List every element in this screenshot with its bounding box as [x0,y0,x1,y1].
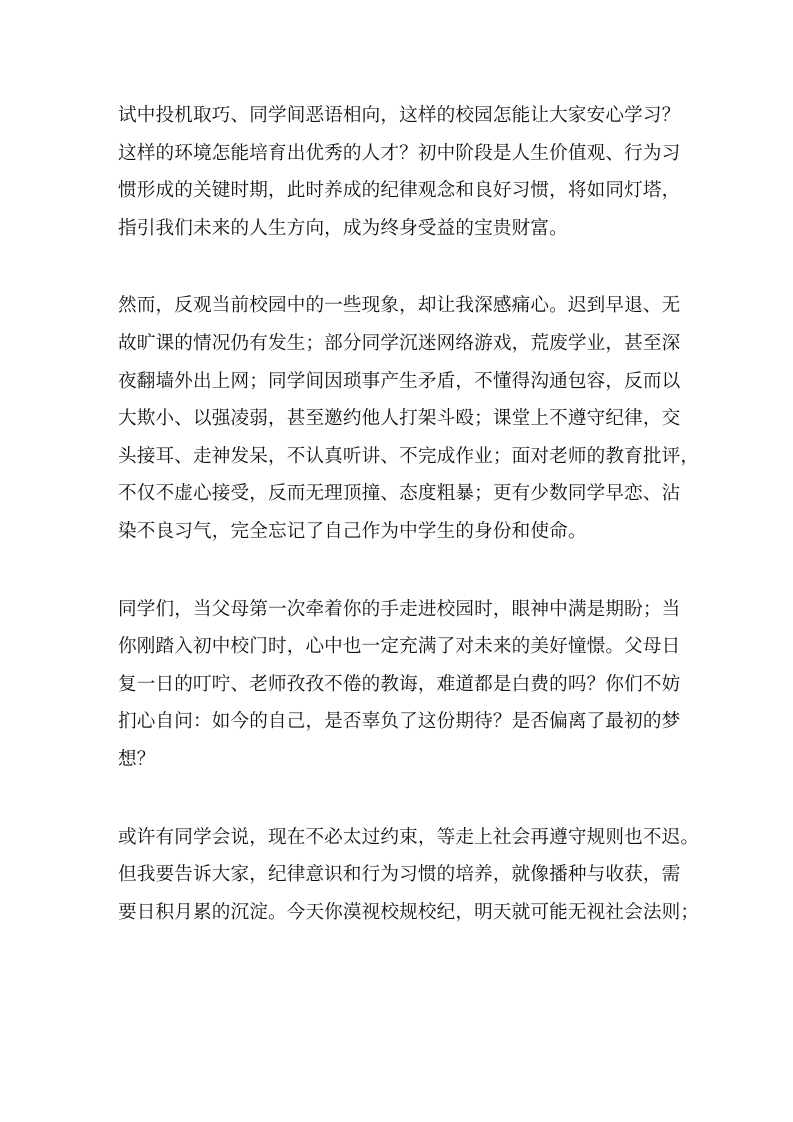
text-line: 这样的环境怎能培育出优秀的人才？初中阶段是人生价值观、行为习 [118,142,681,164]
text-line: 复一日的叮咛、老师孜孜不倦的教诲，难道都是白费的吗？你们不妨 [118,673,681,695]
text-line: 你刚踏入初中校门时，心中也一定充满了对未来的美好憧憬。父母日 [118,636,681,658]
paragraph-1 [118,97,688,247]
text-line: 不仅不虚心接受，反而无理顶撞、态度粗暴；更有少数同学早恋、沾 [118,483,681,505]
text-line: 要日积月累的沉淀。今天你漠视校规校纪，明天就可能无视社会法则； [118,901,700,923]
text-line: 染不良习气，完全忘记了自己作为中学生的身份和使命。 [118,520,587,542]
paragraph-spacing [118,247,688,287]
text-line: 头接耳、走神发呆，不认真听讲、不完成作业；面对老师的教育批评， [118,445,700,467]
text-line: 扪心自问：如今的自己，是否辜负了这份期待？是否偏离了最初的梦 [118,711,681,733]
text-line: 然而，反观当前校园中的一些现象，却让我深感痛心。迟到早退、无 [118,295,681,317]
text-line: 或许有同学会说，现在不必太过约束，等走上社会再遵守规则也不迟。 [118,826,700,848]
text-line: 但我要告诉大家，纪律意识和行为习惯的培养，就像播种与收获，需 [118,864,681,886]
paragraph-spacing [118,551,688,591]
paragraph-spacing [118,779,688,819]
paragraph-3 [118,591,688,779]
text-line: 故旷课的情况仍有发生；部分同学沉迷网络游戏，荒废学业，甚至深 [118,332,681,354]
text-line: 惯形成的关键时期，此时养成的纪律观念和良好习惯，将如同灯塔， [118,180,681,202]
paragraph-4 [118,819,700,932]
paragraph-2 [118,287,700,550]
text-line: 大欺小、以强凌弱，甚至邀约他人打架斗殴；课堂上不遵守纪律，交 [118,408,681,430]
text-line: 指引我们未来的人生方向，成为终身受益的宝贵财富。 [118,217,568,239]
text-line: 试中投机取巧、同学间恶语相向，这样的校园怎能让大家安心学习？ [118,105,681,126]
text-line: 同学们，当父母第一次牵着你的手走进校园时，眼神中满是期盼；当 [118,598,681,620]
text-line: 想？ [118,748,156,770]
document-body [118,97,700,931]
text-line: 夜翻墙外出上网；同学间因琐事产生矛盾，不懂得沟通包容，反而以 [118,370,681,392]
